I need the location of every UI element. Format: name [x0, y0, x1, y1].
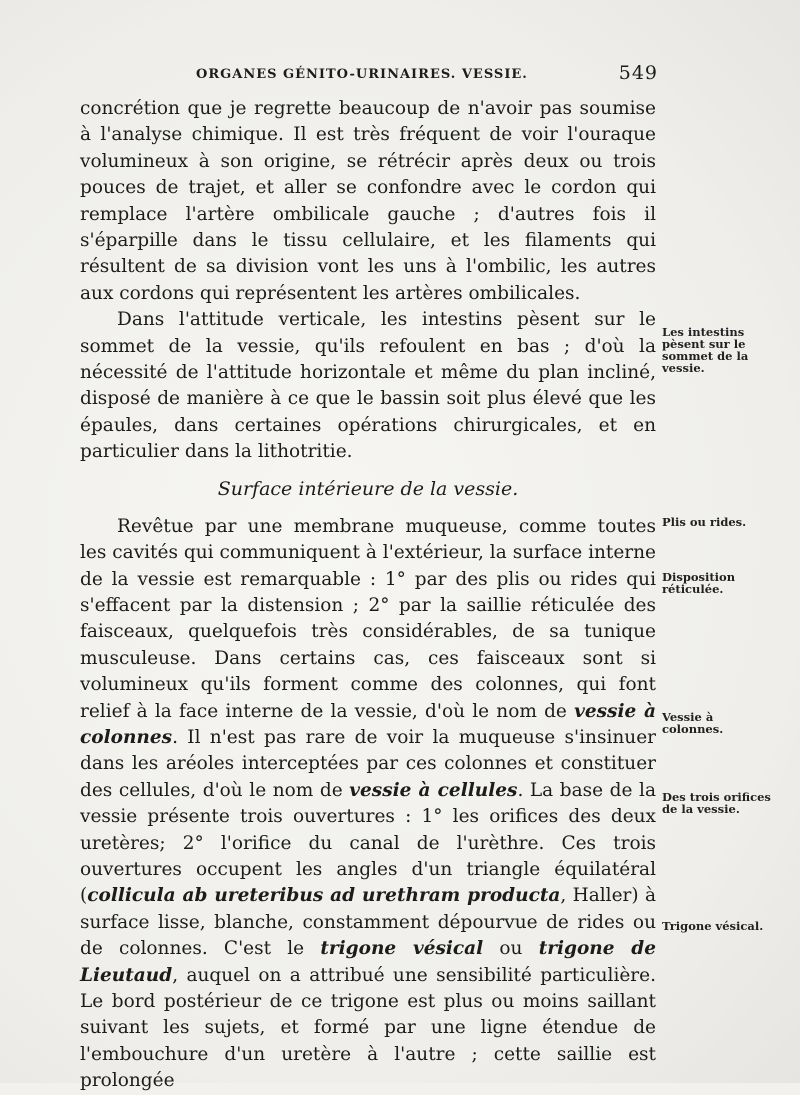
- margin-note-orifices: Des trois orifices de la vessie.: [662, 790, 771, 816]
- margin-note-intestins: Les intestins pèsent sur le sommet de la vessie.: [662, 325, 749, 375]
- main-text: [80, 96, 656, 1095]
- text-run: , Haller) à surface lisse, blanche, constamment dépourvue de rides ou de colonnes. C'est le: [80, 885, 656, 960]
- term-collicula: collicula ab ureteribus ad urethram producta: [87, 885, 561, 907]
- text-run: ou: [483, 938, 539, 960]
- text-run: Revêtue par une membrane muqueuse, comme toutes les cavités qui communiquent à l'extérieur, la surface interne de la vessie est remarquable : 1° par des plis ou rides qui s'effacent par la distension ; 2° par la saillie réticulée des faisceaux, quelquefois très considérables, de sa tunique musculeuse. Dans certains cas, ces faisceaux sont si volumineux qu'ils forment comme des colonnes, qui font relief à la face interne de la vessie, d'où le nom de: [80, 515, 656, 722]
- margin-note-reticulee: Disposition réticulée.: [662, 570, 736, 596]
- text-run: . La base de la vessie présente trois ouvertures : 1° les orifices des deux uretères; 2° l'orifice du canal de l'urèthre. Ces trois ouvertures occupent les angles d'un triangle équilatéral (: [80, 779, 656, 907]
- margin-note-trigone: Trigone vésical.: [662, 919, 764, 933]
- text-run: . Il n'est pas rare de voir la muqueuse s'insinuer dans les aréoles interceptées par ces colonnes et constituer des cellules, d'où le nom de: [80, 726, 656, 801]
- paragraph-continuation: concrétion que je regrette beaucoup de n'avoir pas soumise à l'analyse chimique. Il est très fréquent de voir l'ouraque volumineux à son origine, se rétrécir après deux ou trois pouces de trajet, et aller se confondre avec le cordon qui remplace l'artère ombilicale gauche ; d'autres fois il s'éparpille dans le tissu cellulaire, et les filaments qui résultent de sa division vont les uns à l'ombilic, les autres aux cordons qui représentent les artères ombilicales.: [80, 98, 656, 304]
- paragraph-attitude: Dans l'attitude verticale, les intestins pèsent sur le sommet de la vessie, qu'ils refoulent en bas ; d'où la nécessité de l'attitude horizontale et même du plan incliné, disposé de manière à ce que le bassin soit plus élevé que les épaules, dans certaines opérations chirurgicales, et en particulier dans la lithotritie.: [80, 309, 656, 463]
- term-vessie-cellules: vessie à cellules: [349, 779, 518, 801]
- term-vessie-colonnes: vessie à colonnes: [80, 700, 656, 748]
- running-title: ORGANES GÉNITO-URINAIRES. VESSIE.: [196, 67, 528, 82]
- term-trigone-lieutaud: trigone de Lieutaud: [80, 938, 657, 986]
- text-run: , auquel on a attribué une sensibilité particulière. Le bord postérieur de ce trigone est plus ou moins saillant suivant les sujets, et formé par une ligne étendue de l'embouchure d'un uretère à l'autre ; cette saillie est prolongée: [80, 964, 656, 1092]
- section-title: Surface intérieure de la vessie.: [217, 477, 519, 500]
- margin-note-plis: Plis ou rides.: [662, 515, 747, 529]
- running-header: [78, 62, 658, 86]
- page-number: 549: [618, 62, 658, 84]
- term-trigone-vesical: trigone vésical: [320, 938, 484, 960]
- margin-note-colonnes: Vessie à colonnes.: [662, 710, 724, 736]
- paragraph-surface: [80, 514, 656, 1095]
